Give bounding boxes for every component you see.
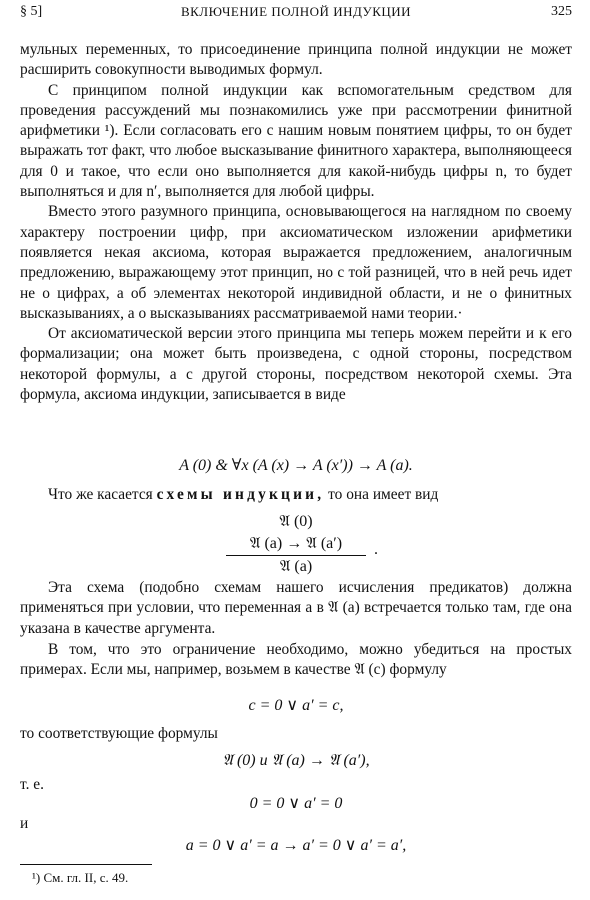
- formula-pair: 𝔄 (0) и 𝔄 (a) → 𝔄 (a′),: [222, 752, 370, 769]
- footnote-rule: [20, 864, 152, 865]
- paragraph-4: От аксиоматической версии этого принципа мы теперь можем перейти и к его формализации; она может быть произведена, с одной стороны, посредством некоторой формулы, а с другой стороны, посредством некоторой схемы. Эта формула, аксиома индукции, записывается в виде: [20, 325, 572, 404]
- scheme-intro-before: Что же касается: [48, 486, 153, 503]
- formula-last: a = 0 ∨ a′ = a → a′ = 0 ∨ a′ = a′,: [185, 837, 407, 854]
- footnote: ¹) См. гл. II, с. 49.: [32, 870, 129, 885]
- running-title: ВКЛЮЧЕНИЕ ПОЛНОЙ ИНДУКЦИИ: [180, 4, 412, 19]
- text-ie: т. е.: [20, 776, 44, 793]
- formula-c: c = 0 ∨ a′ = c,: [248, 697, 344, 714]
- section-mark: § 5]: [20, 4, 43, 19]
- paragraph-2: С принципом полной индукции как вспомогательным средством для проведения рассуждений мы познакомились уже при рассмотрении финитной арифметики ¹). Если согласовать его с нашим новым понятием цифры, то он будет выражать тот факт, что любое высказывание финитного характера, выполняющееся для 0 и такое, что если оно выполняется для какой-нибудь цифры n, то будет выполняться и для n′, выполняется для любой цифры.: [20, 81, 572, 201]
- paragraph-1: мульных переменных, то присоединение принципа полной индукции не может расширить совокупности выводимых формул.: [20, 41, 572, 79]
- scheme-conclusion: 𝔄 (a): [279, 558, 313, 575]
- formula-zero: 0 = 0 ∨ a′ = 0: [249, 795, 343, 812]
- paragraph-scheme-condition: Эта схема (подобно схемам нашего исчисления предикатов) должна применяться при условии, что переменная a в 𝔄 (a) встречается только там, где она указана в качестве аргумента.: [20, 579, 572, 637]
- scheme-end-dot: .: [374, 541, 378, 558]
- scheme-premise: 𝔄 (a) → 𝔄 (a′): [226, 533, 366, 556]
- scheme-base: 𝔄 (0): [279, 513, 313, 530]
- paragraph-example: В том, что это ограничение необходимо, можно убедиться на простых примерах. Если мы, например, возьмем в качестве 𝔄 (c) формулу: [20, 641, 572, 679]
- page-number: 325: [551, 4, 572, 19]
- scheme-intro: [20, 485, 572, 505]
- scheme-intro-spaced: схемы индукции,: [156, 486, 325, 503]
- text-and: и: [20, 815, 29, 832]
- induction-axiom-formula: A (0) & ∀x (A (x) → A (x′)) → A (a).: [179, 457, 413, 474]
- scheme-intro-after: то она имеет вид: [328, 486, 439, 503]
- induction-scheme: [20, 511, 572, 578]
- running-header: [20, 4, 572, 26]
- main-text: [20, 40, 572, 405]
- text-corresponding: то соответствующие формулы: [20, 725, 218, 742]
- paragraph-3: Вместо этого разумного принципа, основывающегося на наглядном по своему характеру построении цифр, при аксиоматическом изложении арифметики появляется некая аксиома, которая выражается предложением, аналогичным предложению, выражающему этот принцип, но с той разницей, что в ней речь идет не о цифрах, а об элементах некоторой индивидной области, и не о финитных высказываниях, а о высказываниях рассматриваемой нами теории.·: [20, 203, 572, 322]
